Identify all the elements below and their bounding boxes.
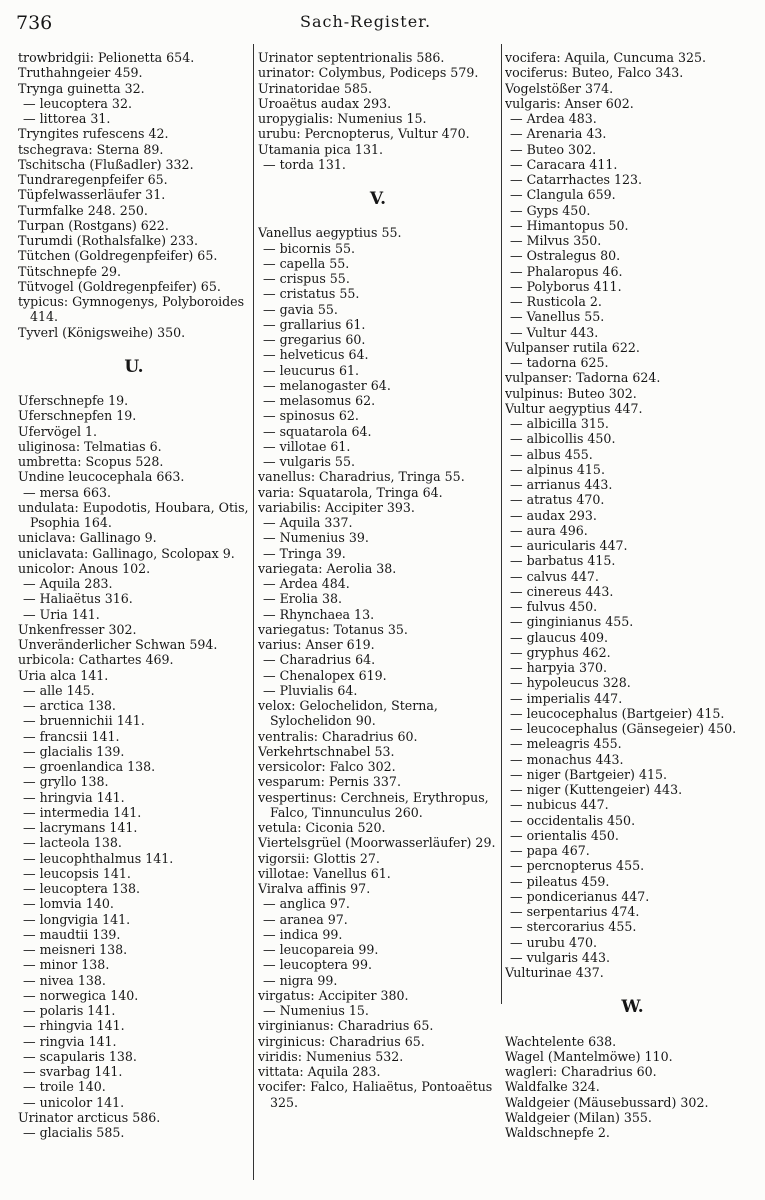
index-subentry: — spinosus 62.	[263, 408, 359, 424]
index-subentry: — audax 293.	[510, 507, 597, 523]
index-subentry: — gavia 55.	[263, 301, 338, 317]
index-entry: unicolor: Anous 102.	[18, 560, 151, 576]
index-subentry: — imperialis 447.	[510, 690, 623, 706]
index-entry: Unveränderlicher Schwan 594.	[18, 637, 218, 652]
index-subentry: — torda 131.	[263, 156, 346, 172]
index-subentry: — albicilla 315.	[510, 416, 609, 431]
index-entry: Turumdi (Rothalsfalke) 233.	[18, 233, 199, 248]
index-subentry: — lacrymans 141.	[23, 820, 138, 835]
index-subentry: — groenlandica 138.	[23, 759, 156, 774]
index-entry: Truthahngeier 459.	[18, 65, 143, 81]
index-entry: Waldschnepfe 2.	[505, 1125, 610, 1140]
index-entry: Viralva affinis 97.	[258, 881, 371, 896]
index-subentry: — Charadrius 64.	[263, 652, 376, 668]
index-subentry: — bruennichii 141.	[23, 713, 145, 729]
index-subentry: — pileatus 459.	[510, 873, 610, 889]
index-subentry: — urubu 470.	[510, 934, 598, 950]
index-subentry: — Ostralegus 80.	[510, 248, 621, 264]
index-subentry: — albicollis 450.	[510, 431, 616, 447]
index-subentry: — pondicerianus 447.	[510, 888, 650, 904]
index-subentry: — ginginianus 455.	[510, 614, 634, 630]
index-subentry: — leucopsis 141.	[23, 865, 131, 881]
index-entry: Uroaëtus audax 293.	[258, 95, 392, 111]
index-subentry: — Pluvialis 64.	[263, 682, 358, 698]
index-entry: uliginosa: Telmatias 6.	[18, 438, 162, 454]
index-subentry: — lacteola 138.	[23, 835, 122, 851]
index-entry: varia: Squatarola, Tringa 64.	[258, 484, 443, 500]
index-subentry: — villotae 61.	[263, 438, 351, 454]
index-subentry: — indica 99.	[263, 926, 343, 942]
index-subentry: — percnopterus 455.	[510, 858, 645, 874]
index-subentry: — cinereus 443.	[510, 583, 614, 599]
index-column-3	[505, 50, 760, 1188]
index-subentry: — minor 138.	[23, 957, 110, 973]
column-divider	[501, 44, 502, 1004]
index-entry: Vogelstößer 374.	[505, 80, 614, 96]
index-subentry: — scapularis 138.	[23, 1048, 137, 1064]
index-subentry: — stercorarius 455.	[510, 919, 637, 935]
index-subentry: — barbatus 415.	[510, 553, 616, 569]
index-column-1	[18, 50, 250, 1188]
index-subentry: — grallarius 61.	[263, 316, 366, 332]
column-divider	[253, 44, 254, 1180]
index-subentry: — Aquila 337.	[263, 515, 353, 530]
index-subentry: — auricularis 447.	[510, 538, 628, 553]
index-subentry: — Arenaria 43.	[510, 126, 607, 142]
index-subentry: — troile 140.	[23, 1079, 106, 1095]
index-entry: vocifer: Falco, Haliaëtus, Pontoaëtus 325.	[258, 1079, 493, 1110]
index-subentry: — atratus 470.	[510, 492, 605, 508]
index-entry: virginianus: Charadrius 65.	[258, 1018, 434, 1034]
index-subentry: — arctica 138.	[23, 698, 116, 713]
index-entry: Urinator septentrionalis 586.	[258, 50, 445, 65]
index-entry: umbretta: Scopus 528.	[18, 454, 164, 469]
index-entry: variegatus: Totanus 35.	[258, 621, 408, 637]
index-subentry: — svarbag 141.	[23, 1064, 123, 1079]
index-subentry: — Himantopus 50.	[510, 217, 629, 233]
index-subentry: — Ardea 483.	[510, 111, 597, 126]
index-subentry: — leucopareia 99.	[263, 942, 379, 957]
index-entry: vetula: Ciconia 520.	[258, 820, 386, 835]
index-entry: vulgaris: Anser 602.	[505, 95, 634, 111]
index-subentry: — mersa 663.	[23, 484, 112, 500]
index-entry: Vulpanser rutila 622.	[505, 339, 640, 355]
index-entry: vesparum: Pernis 337.	[258, 774, 401, 790]
index-subentry: — Vanellus 55.	[510, 309, 605, 325]
index-subentry: — norwegica 140.	[23, 987, 139, 1003]
index-entry: uniclava: Gallinago 9.	[18, 530, 157, 546]
index-subentry: — rhingvia 141.	[23, 1018, 125, 1034]
index-column-2	[258, 50, 498, 1188]
index-entry: wagleri: Charadrius 60.	[505, 1064, 657, 1079]
index-subentry: — leucoptera 99.	[263, 957, 372, 973]
index-subentry: — vulgaris 55.	[263, 454, 355, 469]
index-entry: virgatus: Accipiter 380.	[258, 987, 409, 1003]
page-number: 736	[16, 12, 53, 34]
index-entry: Waldfalke 324.	[505, 1079, 600, 1095]
index-subentry: — niger (Kuttengeier) 443.	[510, 782, 683, 797]
index-subentry: — maudtii 139.	[23, 926, 121, 942]
index-subentry: — crispus 55.	[263, 271, 350, 286]
index-entry: varius: Anser 619.	[258, 637, 375, 652]
index-entry: variegata: Aerolia 38.	[258, 560, 397, 576]
index-subentry: — alle 145.	[23, 682, 95, 698]
index-entry: Unkenfresser 302.	[18, 621, 137, 637]
index-subentry: — Caracara 411.	[510, 156, 618, 172]
index-subentry: — squatarola 64.	[263, 423, 372, 439]
index-entry: Waldgeier (Mäusebussard) 302.	[505, 1094, 709, 1110]
index-subentry: — intermedia 141.	[23, 804, 142, 820]
index-subentry: — melasomus 62.	[263, 393, 376, 408]
index-entry: urbicola: Cathartes 469.	[18, 652, 174, 668]
index-subentry: — Haliaëtus 316.	[23, 591, 133, 607]
running-title: Sach-Register.	[300, 12, 432, 31]
index-entry: Undine leucocephala 663.	[18, 469, 185, 485]
section-letter-heading: U.	[124, 356, 144, 377]
index-subentry: — tadorna 625.	[510, 355, 609, 370]
index-entry: Vulturinae 437.	[505, 965, 604, 980]
index-subentry: — gryphus 462.	[510, 644, 611, 660]
index-entry: typicus: Gymnogenys, Polyboroides 414.	[18, 294, 245, 325]
index-subentry: — hringvia 141.	[23, 789, 125, 805]
index-entry: versicolor: Falco 302.	[258, 759, 396, 774]
index-subentry: — melanogaster 64.	[263, 377, 391, 393]
index-entry: Uferschnepfen 19.	[18, 408, 137, 424]
index-entry: variabilis: Accipiter 393.	[258, 499, 415, 515]
index-entry: tschegrava: Sterna 89.	[18, 141, 164, 157]
index-subentry: — longvigia 141.	[23, 911, 131, 927]
index-subentry: — Gyps 450.	[510, 202, 591, 218]
index-entry: Uferschnepfe 19.	[18, 393, 129, 408]
index-subentry: — Milvus 350.	[510, 233, 602, 248]
index-subentry: — serpentarius 474.	[510, 904, 640, 919]
index-subentry: — Uria 141.	[23, 606, 100, 622]
index-subentry: — Rhynchaea 13.	[263, 606, 375, 622]
index-subentry: — nivea 138.	[23, 972, 106, 988]
index-entry: Tütchen (Goldregenpfeifer) 65.	[18, 248, 218, 264]
index-subentry: — ringvia 141.	[23, 1033, 117, 1049]
index-subentry: — Aquila 283.	[23, 576, 113, 591]
index-subentry: — Catarrhactes 123.	[510, 172, 643, 187]
index-subentry: — polaris 141.	[23, 1003, 116, 1018]
index-entry: urinator: Colymbus, Podiceps 579.	[258, 65, 479, 81]
index-entry: Tschitscha (Flußadler) 332.	[18, 156, 194, 172]
index-subentry: — leucoptera 138.	[23, 881, 140, 896]
index-subentry: — leucocephalus (Bartgeier) 415.	[510, 705, 725, 721]
index-subentry: — bicornis 55.	[263, 240, 355, 256]
index-entry: Vultur aegyptius 447.	[505, 400, 643, 416]
index-subentry: — capella 55.	[263, 255, 350, 271]
index-subentry: — arrianus 443.	[510, 477, 613, 492]
index-subentry: — papa 467.	[510, 843, 590, 858]
index-entry: Urinatoridae 585.	[258, 80, 373, 96]
index-subentry: — Tringa 39.	[263, 545, 346, 561]
index-subentry: — Chenalopex 619.	[263, 667, 387, 683]
index-subentry: — gryllo 138.	[23, 774, 109, 790]
index-entry: vespertinus: Cerchneis, Erythropus, Falco, Tinnunculus 260.	[258, 789, 489, 820]
index-entry: Tütvogel (Goldregenpfeifer) 65.	[18, 278, 221, 294]
index-subentry: — Phalaropus 46.	[510, 263, 623, 279]
index-entry: Ufervögel 1.	[18, 423, 98, 439]
index-subentry: — leucoptera 32.	[23, 95, 132, 111]
index-subentry: — Polyborus 411.	[510, 278, 622, 294]
index-entry: uropygialis: Numenius 15.	[258, 111, 427, 126]
index-entry: Vanellus aegyptius 55.	[258, 225, 402, 241]
index-subentry: — Buteo 302.	[510, 141, 597, 157]
index-subentry: — anglica 97.	[263, 896, 350, 912]
index-entry: Waldgeier (Milan) 355.	[505, 1109, 652, 1125]
index-entry: urubu: Percnopterus, Vultur 470.	[258, 126, 470, 142]
index-entry: Utamania pica 131.	[258, 141, 383, 157]
index-subentry: — monachus 443.	[510, 751, 624, 767]
index-subentry: — meleagris 455.	[510, 736, 622, 752]
index-subentry: — vulgaris 443.	[510, 949, 610, 965]
index-subentry: — Clangula 659.	[510, 187, 616, 203]
index-subentry: — albus 455.	[510, 446, 593, 462]
index-subentry: — aura 496.	[510, 522, 588, 538]
index-entry: villotae: Vanellus 61.	[258, 865, 391, 881]
index-entry: Tütschnepfe 29.	[18, 263, 121, 279]
index-subentry: — occidentalis 450.	[510, 812, 636, 828]
index-entry: Viertelsgrüel (Moorwasserläufer) 29.	[258, 835, 496, 851]
index-entry: Wagel (Mantelmöwe) 110.	[505, 1048, 673, 1064]
index-entry: vigorsii: Glottis 27.	[258, 850, 380, 866]
index-subentry: — cristatus 55.	[263, 286, 360, 302]
index-subentry: — aranea 97.	[263, 911, 348, 927]
index-entry: Tundraregenpfeifer 65.	[18, 172, 168, 187]
index-entry: Verkehrtschnabel 53.	[258, 743, 395, 759]
index-subentry: — glaucus 409.	[510, 629, 608, 645]
index-entry: Tyverl (Königsweihe) 350.	[18, 324, 186, 340]
index-subentry: — hypoleucus 328.	[510, 675, 631, 691]
index-subentry: — fulvus 450.	[510, 599, 598, 614]
index-entry: Turpan (Rostgans) 622.	[18, 217, 169, 233]
index-entry: vocifera: Aquila, Cuncuma 325.	[505, 50, 707, 65]
index-subentry: — niger (Bartgeier) 415.	[510, 766, 668, 782]
index-entry: undulata: Eupodotis, Houbara, Otis, Psophia 164.	[18, 499, 249, 530]
index-entry: trowbridgii: Pelionetta 654.	[18, 50, 195, 65]
index-entry: velox: Gelochelidon, Sterna, Sylochelidon 90.	[258, 698, 438, 729]
index-subentry: — meisneri 138.	[23, 942, 128, 957]
section-letter-heading: W.	[621, 997, 644, 1018]
index-subentry: — littorea 31.	[23, 111, 111, 126]
index-subentry: — glacialis 585.	[23, 1125, 125, 1140]
index-entry: Uria alca 141.	[18, 667, 109, 683]
index-entry: Urinator arcticus 586.	[18, 1109, 161, 1125]
index-subentry: — orientalis 450.	[510, 827, 619, 843]
index-subentry: — Erolia 38.	[263, 591, 342, 607]
index-subentry: — Numenius 39.	[263, 530, 369, 546]
index-subentry: — helveticus 64.	[263, 347, 369, 363]
index-subentry: — Numenius 15.	[263, 1003, 369, 1018]
index-subentry: — leucocephalus (Gänsegeier) 450.	[510, 721, 737, 736]
index-subentry: — alpinus 415.	[510, 461, 605, 477]
index-entry: Tryngites rufescens 42.	[18, 126, 169, 142]
index-subentry: — Vultur 443.	[510, 324, 599, 340]
index-entry: Tüpfelwasserläufer 31.	[18, 187, 166, 203]
index-subentry: — Ardea 484.	[263, 576, 350, 591]
index-subentry: — nubicus 447.	[510, 797, 609, 813]
index-entry: vulpanser: Tadorna 624.	[505, 370, 661, 386]
index-entry: Turmfalke 248. 250.	[18, 202, 148, 218]
index-subentry: — nigra 99.	[263, 972, 338, 988]
index-subentry: — francsii 141.	[23, 728, 120, 744]
index-entry: viridis: Numenius 532.	[258, 1048, 404, 1064]
index-entry: vittata: Aquila 283.	[258, 1064, 381, 1079]
index-entry: Wachtelente 638.	[505, 1033, 617, 1049]
index-subentry: — harpyia 370.	[510, 660, 607, 675]
index-entry: virginicus: Charadrius 65.	[258, 1033, 425, 1049]
index-entry: ventralis: Charadrius 60.	[258, 728, 418, 744]
index-entry: vanellus: Charadrius, Tringa 55.	[258, 469, 465, 485]
index-subentry: — gregarius 60.	[263, 332, 366, 347]
index-entry: uniclavata: Gallinago, Scolopax 9.	[18, 545, 235, 561]
index-subentry: — glacialis 139.	[23, 743, 125, 759]
index-subentry: — leucurus 61.	[263, 362, 359, 378]
index-entry: Trynga guinetta 32.	[18, 80, 145, 96]
index-entry: vociferus: Buteo, Falco 343.	[505, 65, 684, 81]
index-subentry: — leucophthalmus 141.	[23, 850, 174, 866]
section-letter-heading: V.	[369, 189, 387, 209]
index-subentry: — Rusticola 2.	[510, 294, 602, 309]
index-subentry: — unicolor 141.	[23, 1094, 125, 1110]
index-subentry: — calvus 447.	[510, 568, 599, 584]
index-subentry: — lomvia 140.	[23, 896, 114, 912]
index-entry: vulpinus: Buteo 302.	[505, 385, 637, 401]
